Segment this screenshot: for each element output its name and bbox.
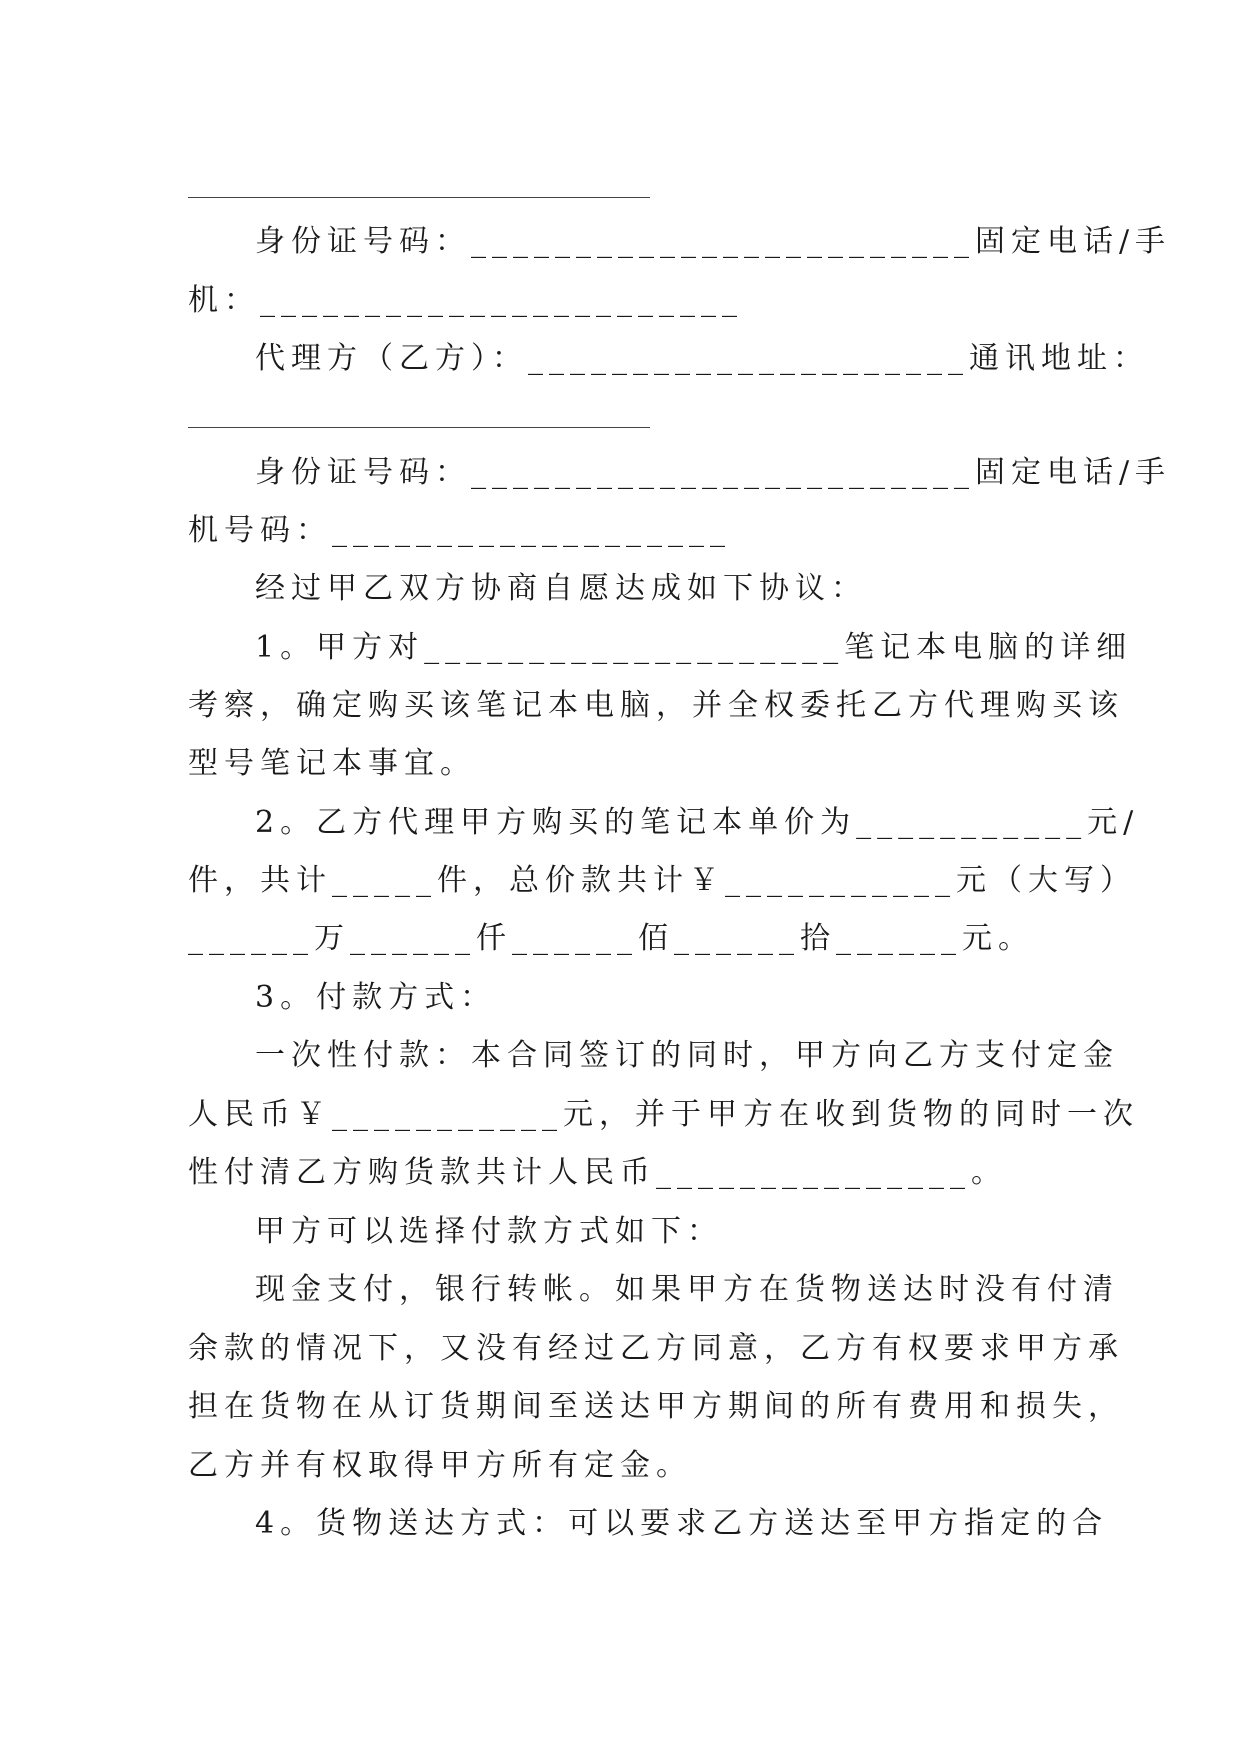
clause-2-line-1: 2。乙方代理甲方购买的笔记本单价为___________元/: [255, 805, 1140, 840]
blank-underline: [188, 427, 650, 428]
agreement-intro: 经过甲乙双方协商自愿达成如下协议：: [255, 571, 867, 606]
clause-3-line-1: 一次性付款：本合同签订的同时，甲方向乙方支付定金: [255, 1038, 1119, 1073]
clause-1-line-1: 1。甲方对____________________笔记本电脑的详细: [255, 630, 1133, 665]
agent-party-b-line: 代理方（乙方）：_____________________通讯地址：: [255, 341, 1149, 376]
clause-3-line-3: 性付清乙方购货款共计人民币_______________。: [188, 1155, 1007, 1190]
blank-underline: [188, 197, 650, 198]
phone-line-party-b: 机号码：___________________: [188, 513, 731, 548]
clause-3-heading: 3。付款方式：: [255, 980, 497, 1015]
clause-2-line-2: 件，共计_____件，总价款共计￥___________元（大写）: [188, 863, 1136, 898]
payment-options-line-4: 乙方并有权取得甲方所有定金。: [188, 1448, 692, 1483]
payment-options-line-1: 现金支付，银行转帐。如果甲方在货物送达时没有付清: [255, 1272, 1119, 1307]
id-number-line-party-a: 身份证号码：________________________固定电话/手: [255, 224, 1172, 259]
payment-options-intro: 甲方可以选择付款方式如下：: [255, 1214, 723, 1249]
phone-line-party-a: 机：_______________________: [188, 283, 743, 318]
clause-3-line-2: 人民币￥___________元，并于甲方在收到货物的同时一次: [188, 1097, 1139, 1132]
clause-2-line-3: ______万______仟______佰______拾______元。: [188, 921, 1034, 956]
id-number-line-party-b: 身份证号码：________________________固定电话/手: [255, 455, 1172, 490]
clause-4-line-1: 4。货物送达方式：可以要求乙方送达至甲方指定的合: [255, 1506, 1109, 1541]
payment-options-line-2: 余款的情况下，又没有经过乙方同意，乙方有权要求甲方承: [188, 1331, 1124, 1366]
clause-1-line-2: 考察，确定购买该笔记本电脑，并全权委托乙方代理购买该: [188, 688, 1124, 723]
clause-1-line-3: 型号笔记本事宜。: [188, 746, 476, 781]
payment-options-line-3: 担在货物在从订货期间至送达甲方期间的所有费用和损失，: [188, 1389, 1124, 1424]
